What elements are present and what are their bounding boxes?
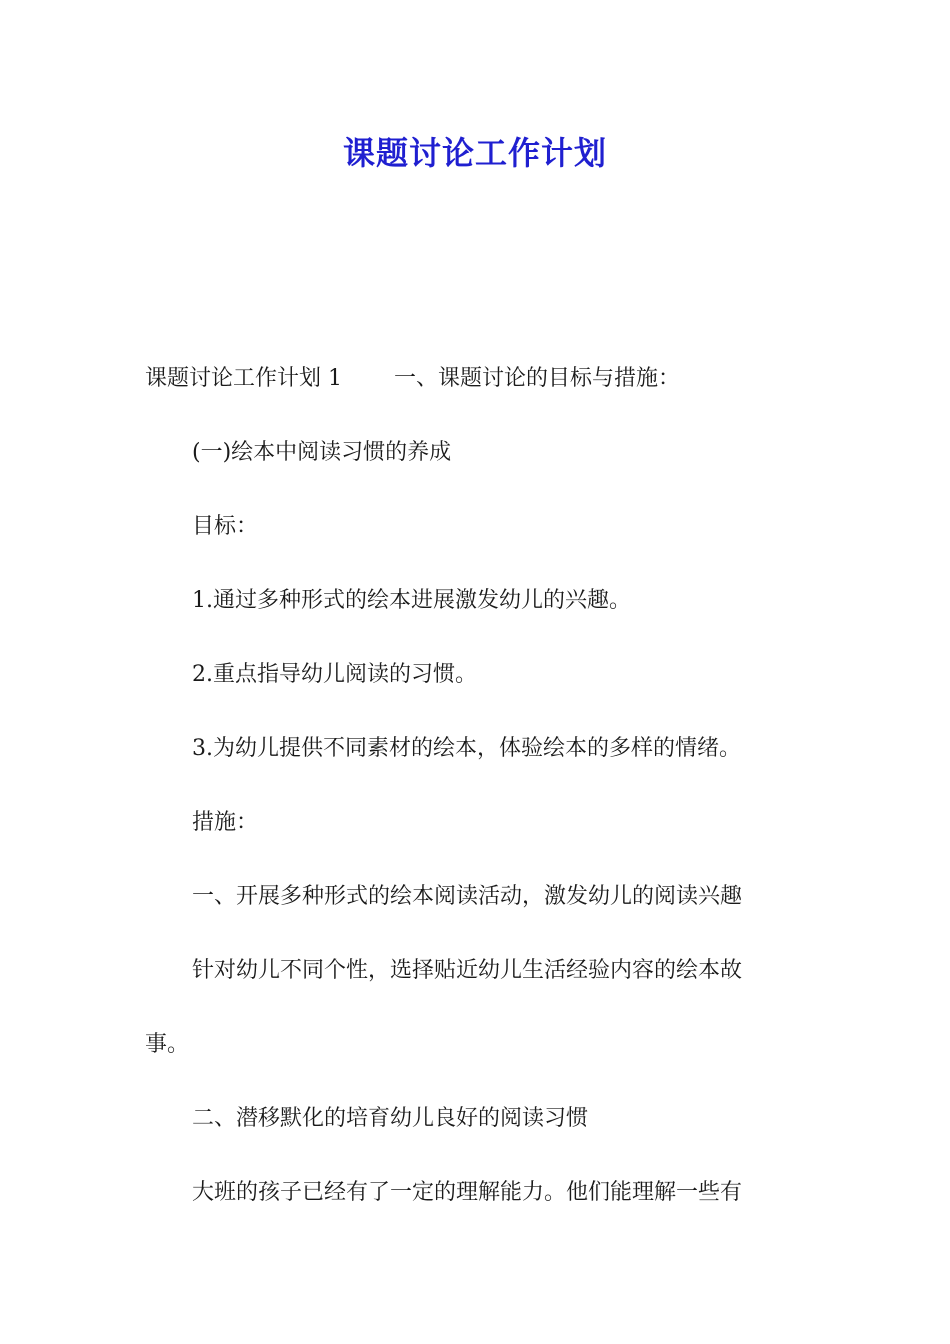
document-title: 课题讨论工作计划 [342,134,607,172]
paragraph: (一)绘本中阅读习惯的养成 [192,440,452,465]
paragraph: 2.重点指导幼儿阅读的习惯。 [192,662,477,687]
section-heading: 一、课题讨论的目标与措施： [394,366,681,391]
paragraph: 针对幼儿不同个性，选择贴近幼儿生活经验内容的绘本故 [192,958,743,983]
section-title: 课题讨论工作计划 1 [145,366,342,391]
document-body [145,342,810,1230]
paragraph: 目标： [192,514,259,539]
paragraph: 事。 [145,1032,190,1057]
paragraph: 措施： [192,810,259,835]
paragraph: 大班的孩子已经有了一定的理解能力。他们能理解一些有 [192,1180,743,1205]
paragraph: 一、开展多种形式的绘本阅读活动，激发幼儿的阅读兴趣 [192,884,743,909]
paragraph: 3.为幼儿提供不同素材的绘本，体验绘本的多样的情绪。 [192,736,741,761]
paragraph: 1.通过多种形式的绘本进展激发幼儿的兴趣。 [192,588,631,613]
first-line [145,342,810,416]
paragraph: 二、潜移默化的培育幼儿良好的阅读习惯 [192,1106,589,1131]
